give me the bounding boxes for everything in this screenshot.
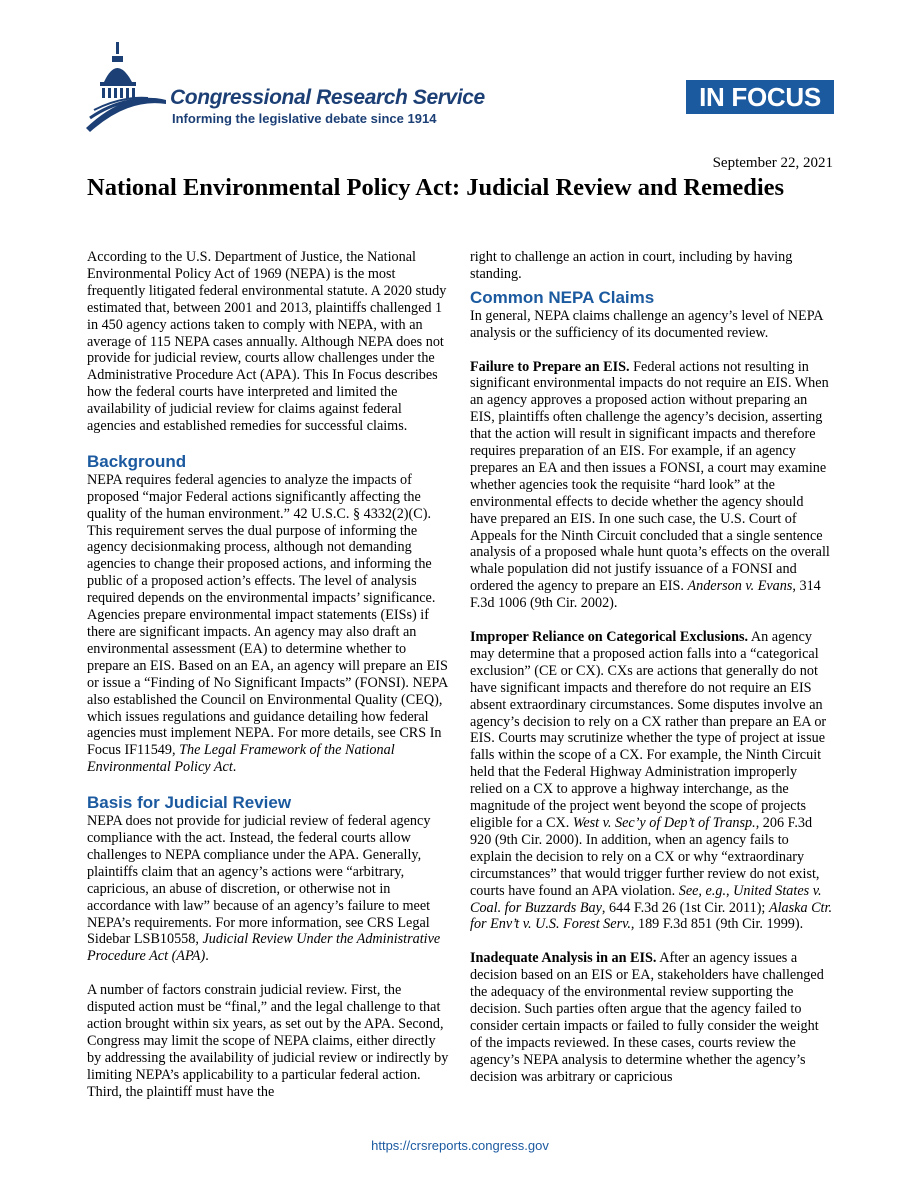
publication-date: September 22, 2021 bbox=[712, 155, 833, 171]
background-paragraph: NEPA requires federal agencies to analyze the impacts of proposed “major Federal actions significantly affecting the quality of the human environment.” 42 U.S.C. § 4332(2)(C). This requirement serves the dual purpose of informing the agency decisionmaking process, although not demanding agencies to change their proposed actions, and informing the public of a proposed action’s effects. The level of analysis required depends on the environmental impacts’ significance. Agencies prepare environmental impact statements (EISs) if there are significant impacts. An agency may also draft an environmental assessment (EA) to determine whether to prepare an EIS. Based on an EA, an agency will prepare an EIS or issue a “Finding of No Significant Impacts” (FONSI). NEPA also established the Council on Environmental Quality (CEQ), which issues regulations and guidance detailing how federal agencies must implement NEPA. For more details, see CRS In Focus IF11549, The Legal Framework of the National Environmental Policy Act. bbox=[87, 471, 448, 776]
factors-paragraph: A number of factors constrain judicial review. First, the disputed action must be “final,” and the legal challenge to that action brought within six years, as set out by the APA. Second, Congress may limit the scope of NEPA claims, either directly by addressing the availability of judicial review or indirectly by limiting NEPA’s applicability to a particular federal action. Third, the plaintiff must have the bbox=[87, 982, 449, 1100]
left-column bbox=[87, 249, 449, 1100]
section-heading-background: Background bbox=[87, 451, 187, 471]
subheading-inadequate-analysis: Inadequate Analysis in an EIS. bbox=[470, 950, 657, 967]
subheading-failure-to-prepare: Failure to Prepare an EIS. bbox=[470, 358, 630, 375]
failure-to-prepare-paragraph: Failure to Prepare an EIS. Federal actions not resulting in significant environmental impacts do not require an EIS. When an agency approves a proposed action without preparing an EIS, plaintiffs often challenge the agency’s decision, asserting that the action will result in significant impacts and therefore requires preparation of an EIS. For example, if an agency prepares an EA and then issues a FONSI, a court may examine whether agencies took the requisite “hard look” at the environmental effects to decide whether the agency should have prepared an EIS. In one such case, the U.S. Court of Appeals for the Ninth Circuit concluded that a single sentence analysis of a proposed whale hunt quota’s effects on the overall whale population did not justify issuance of a FONSI and ordered the agency to prepare an EIS. Anderson v. Evans, 314 F.3d 1006 (9th Cir. 2002). bbox=[470, 358, 830, 612]
case-name: Alaska Ctr. for Env’t v. U.S. Forest Serv. bbox=[470, 899, 832, 933]
case-name: United States v. Coal. for Buzzards Bay bbox=[470, 882, 822, 916]
subheading-categorical-exclusions: Improper Reliance on Categorical Exclusions. bbox=[470, 629, 749, 645]
case-name: Anderson v. Evans bbox=[687, 578, 793, 595]
capitol-dome-logo bbox=[86, 42, 166, 134]
footer-url-link[interactable]: https://crsreports.congress.gov bbox=[371, 1138, 549, 1153]
claims-intro-paragraph: In general, NEPA claims challenge an agency’s level of NEPA analysis or the sufficiency of its documented review. bbox=[470, 307, 823, 341]
section-heading-common-claims: Common NEPA Claims bbox=[470, 287, 655, 307]
intro-paragraph: According to the U.S. Department of Justice, the National Environmental Policy Act of 1969 (NEPA) is the most frequently litigated federal environmental statute. A 2020 study estimated that, between 2001 and 2013, plaintiffs challenged 1 in 450 agency actions taken to comply with NEPA, with an average of 115 NEPA cases annually. Although NEPA does not provide for judicial review, courts allow challenges under the Administrative Procedure Act (APA). This In Focus describes how the federal courts have interpreted and limited the availability of judicial review for claims against federal agencies and established remedies for successful claims. bbox=[87, 249, 447, 435]
inadequate-analysis-paragraph: Inadequate Analysis in an EIS. After an agency issues a decision based on an EIS or EA, stakeholders have challenged the adequacy of the environmental review supporting the decision. Such parties often argue that the agency failed to consider certain impacts or failed to fully consider the weight of the impacts reviewed. In these cases, courts review the agency’s NEPA analysis to determine whether the agency’s decision was arbitrary or capricious bbox=[470, 950, 824, 1085]
document-title: National Environmental Policy Act: Judicial Review and Remedies bbox=[87, 174, 785, 201]
section-heading-judicial-review: Basis for Judicial Review bbox=[87, 793, 292, 813]
in-focus-badge: IN FOCUS bbox=[686, 80, 834, 114]
categorical-exclusion-paragraph: Improper Reliance on Categorical Exclusions. An agency may determine that a proposed action falls into a “categorical exclusion” (CE or CX). CXs are actions that generally do not have significant impacts and therefore do not require an EIS absent extraordinary circumstances. Some disputes involve an agency’s decision to rely on a CX rather than prepare an EA or EIS. Courts may scrutinize whether the type of project at issue falls within the scope of a CX. For example, the Ninth Circuit held that the Federal Highway Administration improperly relied on a CX to approve a highway interchange, as the magnitude of the project went beyond the scope of projects eligible for a CX. West v. Sec’y of Dep’t of Transp., 206 F.3d 920 (9th Cir. 2000). In addition, when an agency fails to explain the decision to rely on a CX or why “extraordinary circumstances” that would trigger further review do not exist, courts have found an APA violation. See, e.g., United States v. Coal. for Buzzards Bay, 644 F.3d 26 (1st Cir. 2011); Alaska Ctr. for Env’t v. U.S. Forest Serv., 189 F.3d 851 (9th Cir. 1999). bbox=[470, 629, 832, 933]
org-name: Congressional Research Service bbox=[170, 86, 485, 109]
right-column bbox=[470, 249, 832, 1085]
page-header bbox=[0, 0, 920, 150]
continuation-paragraph: right to challenge an action in court, including by having standing. bbox=[470, 249, 793, 282]
cited-report-title: The Legal Framework of the National Environmental Policy Act bbox=[87, 742, 395, 776]
citation-signal: See, e.g. bbox=[678, 882, 727, 899]
case-name: West v. Sec’y of Dep’t of Transp. bbox=[572, 814, 756, 831]
judicial-review-paragraph: NEPA does not provide for judicial review of federal agency compliance with the act. Instead, the federal courts allow challenges to NEPA compliance under the APA. Generally, plaintiffs claim that an agency’s actions were “arbitrary, capricious, an abuse of discretion, or otherwise not in accordance with law” because of an agency’s failure to meet NEPA’s requirements. For more information, see CRS Legal Sidebar LSB10558, Judicial Review Under the Administrative Procedure Act (APA). bbox=[87, 813, 441, 965]
cited-sidebar-title: Judicial Review Under the Administrative Procedure Act (APA) bbox=[87, 931, 441, 965]
org-tagline: Informing the legislative debate since 1914 bbox=[172, 111, 437, 126]
